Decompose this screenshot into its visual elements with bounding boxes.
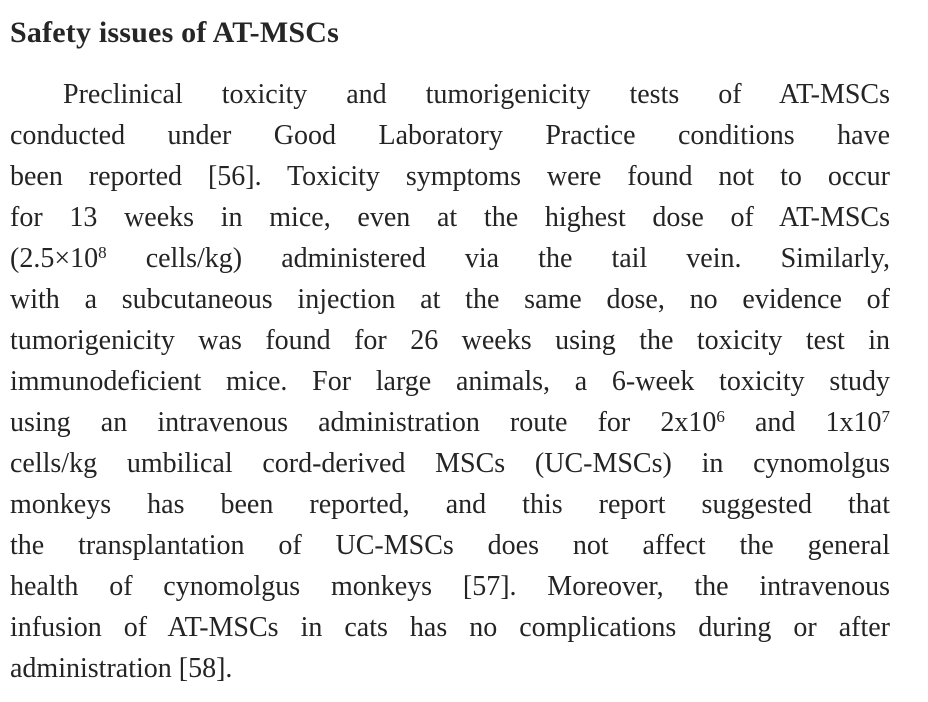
text-line xyxy=(10,566,890,607)
text-line xyxy=(10,402,890,443)
text-line xyxy=(10,607,890,648)
text-segment: been reported [56]. Toxicity symptoms were found not to occur xyxy=(10,161,890,192)
text-segment: monkeys has been reported, and this report suggested that xyxy=(10,489,890,520)
superscript-exponent: 8 xyxy=(98,243,107,262)
text-segment: (2.5×10 xyxy=(10,243,99,274)
text-segment: cells/kg) administered via the tail vein. Similarly, xyxy=(106,243,890,274)
text-segment: cells/kg umbilical cord-derived MSCs (UC-MSCs) in cynomolgus xyxy=(10,448,890,479)
text-line xyxy=(10,238,890,279)
text-segment: immunodeficient mice. For large animals, a 6-week toxicity study xyxy=(10,366,890,397)
superscript-exponent: 7 xyxy=(881,407,890,426)
text-line xyxy=(10,156,890,197)
text-line xyxy=(10,648,890,689)
superscript-exponent: 6 xyxy=(716,407,725,426)
text-line xyxy=(10,115,890,156)
text-segment: and 1x10 xyxy=(724,407,882,438)
section-heading: Safety issues of AT-MSCs xyxy=(10,16,339,49)
text-line xyxy=(10,443,890,484)
text-segment: administration [58]. xyxy=(10,653,233,684)
text-segment: for 13 weeks in mice, even at the highest dose of AT-MSCs xyxy=(10,202,890,233)
text-line xyxy=(10,525,890,566)
text-line xyxy=(10,361,890,402)
text-line xyxy=(10,320,890,361)
text-segment: infusion of AT-MSCs in cats has no complications during or after xyxy=(10,612,890,643)
text-line xyxy=(10,74,890,115)
text-line xyxy=(10,197,890,238)
text-segment: using an intravenous administration route for 2x10 xyxy=(10,407,717,438)
body-paragraph xyxy=(10,74,890,689)
text-line xyxy=(10,484,890,525)
text-segment: tumorigenicity was found for 26 weeks using the toxicity test in xyxy=(10,325,890,356)
text-segment: conducted under Good Laboratory Practice conditions have xyxy=(10,120,890,151)
text-segment: with a subcutaneous injection at the same dose, no evidence of xyxy=(10,284,890,315)
text-line xyxy=(10,279,890,320)
text-segment: health of cynomolgus monkeys [57]. Moreover, the intravenous xyxy=(10,571,890,602)
text-segment: the transplantation of UC-MSCs does not affect the general xyxy=(10,530,890,561)
text-segment: Preclinical toxicity and tumorigenicity tests of AT-MSCs xyxy=(63,79,890,110)
